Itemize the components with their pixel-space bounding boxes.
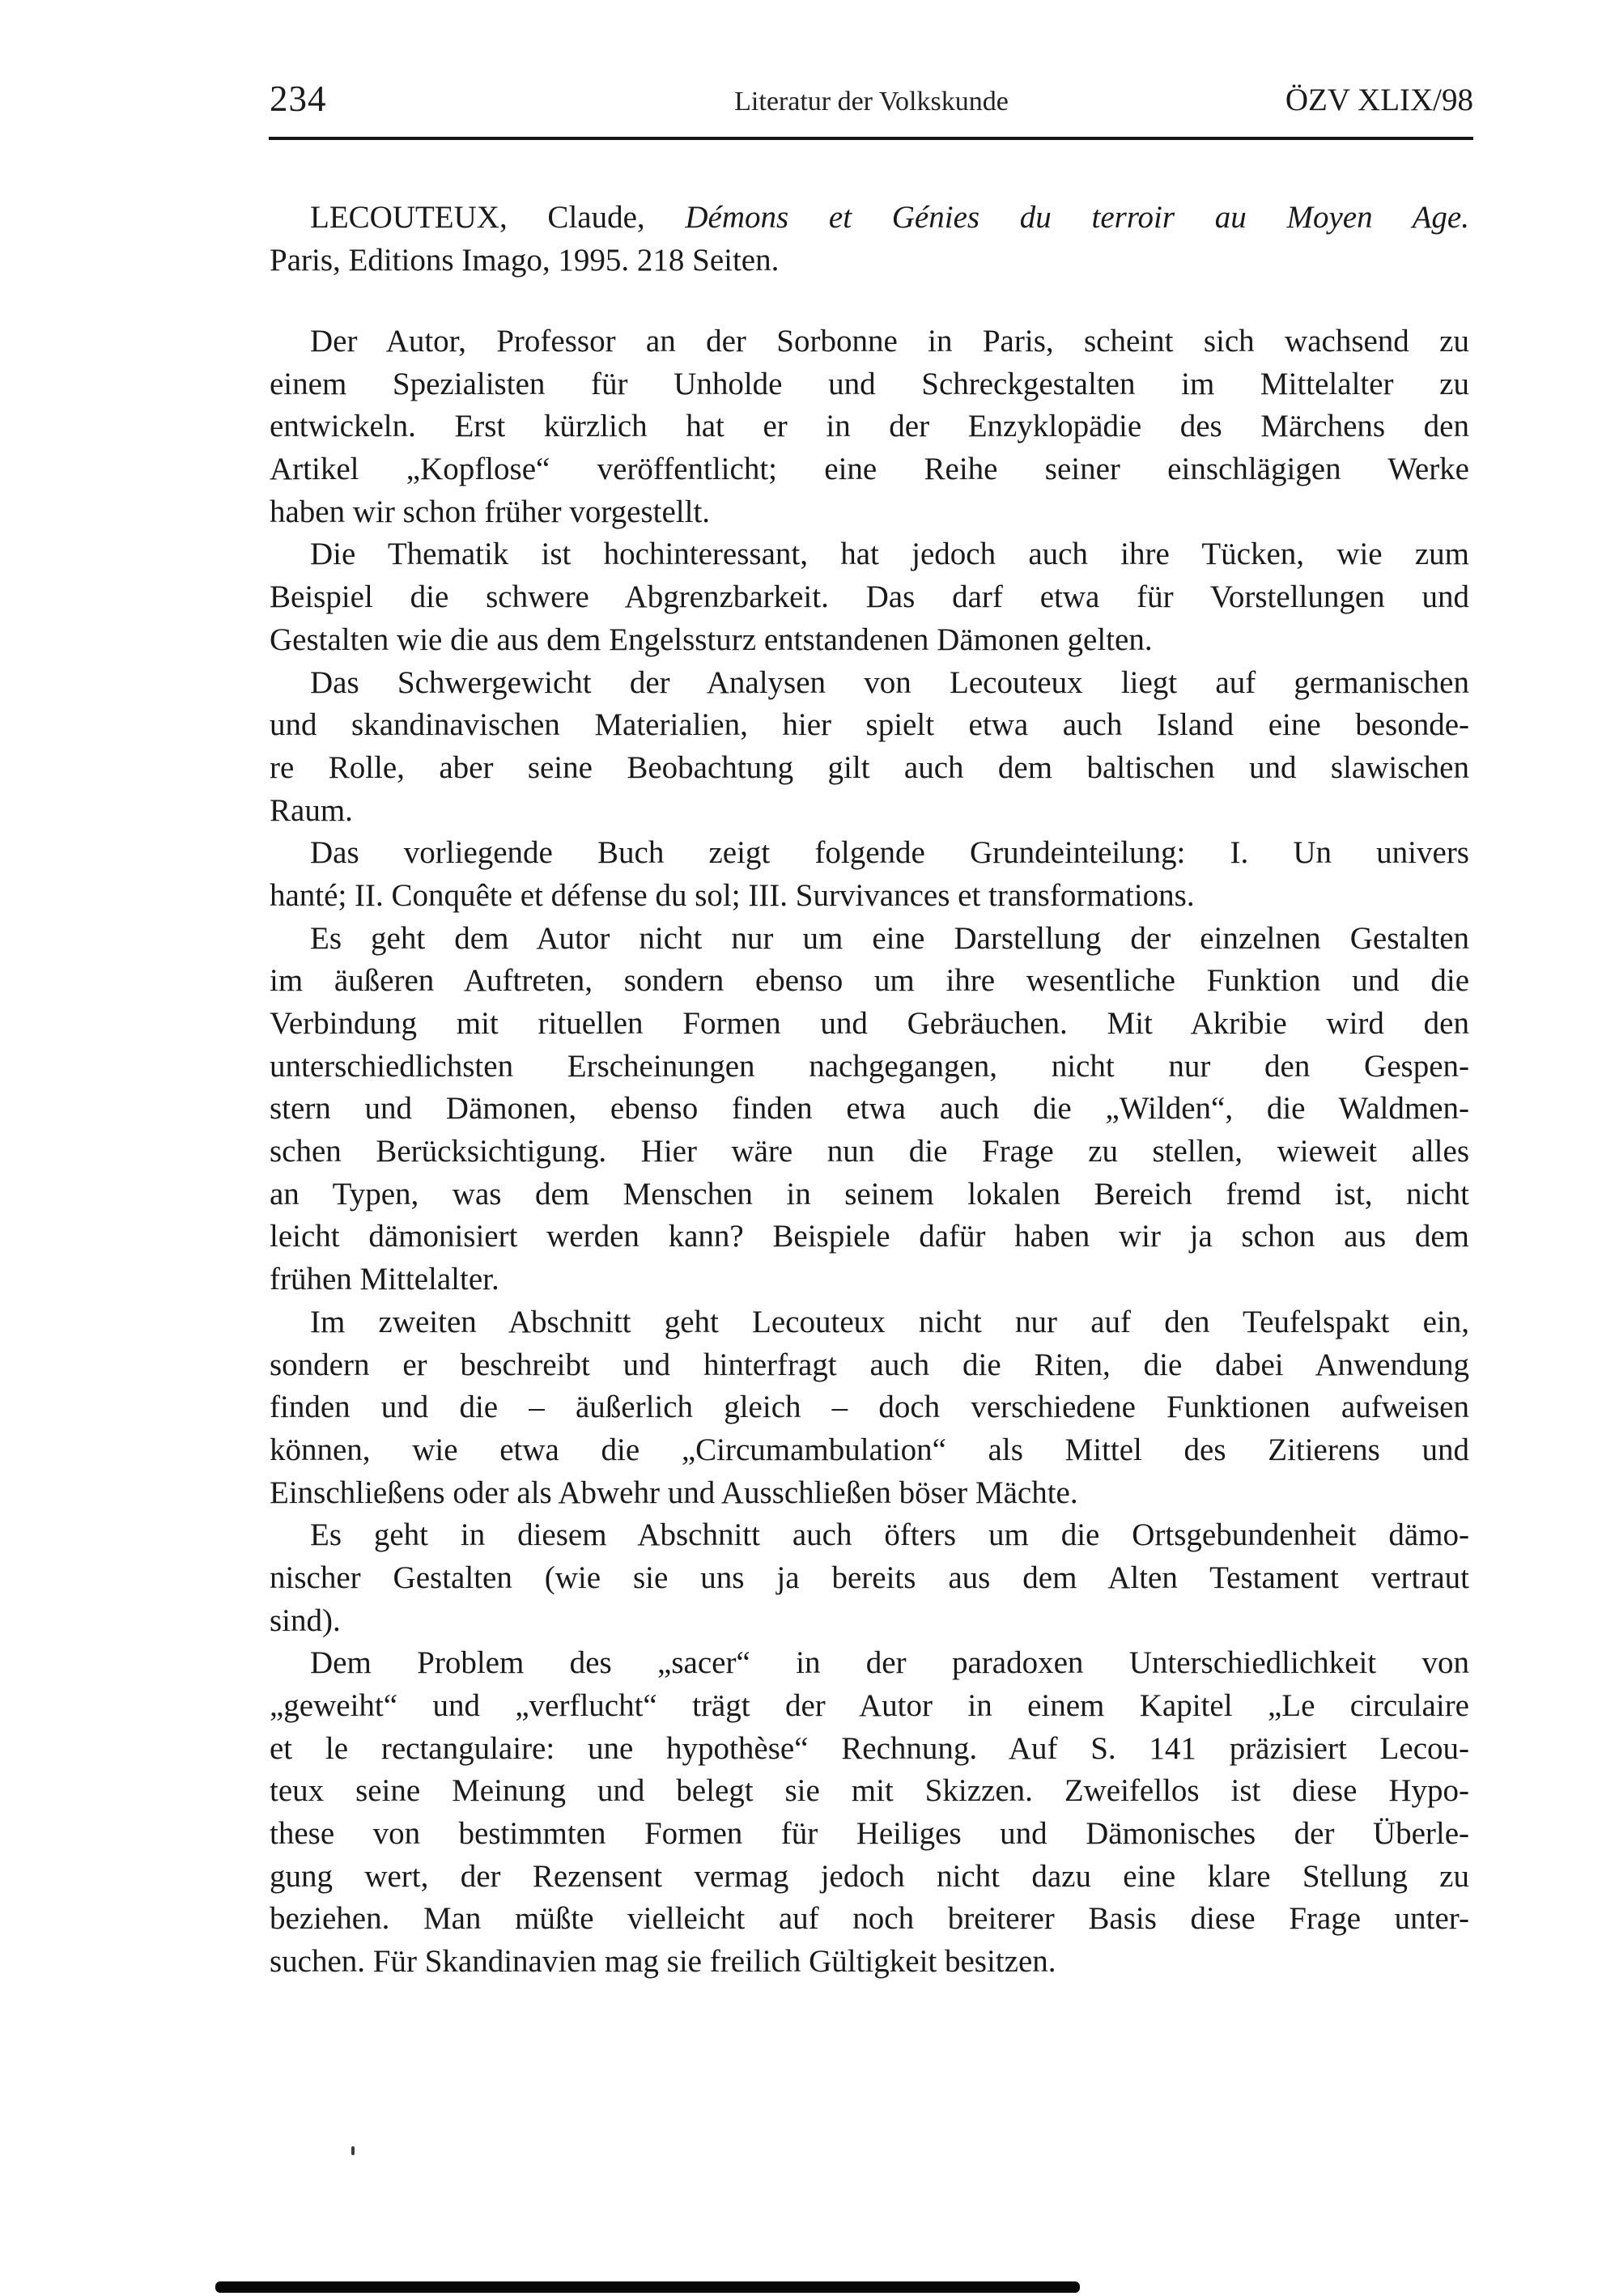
review-paragraph <box>270 918 1469 1301</box>
text-line: schen Berücksichtigung. Hier wäre nun die Frage zu stellen, wieweit alles <box>270 1134 1469 1169</box>
text-line: re Rolle, aber seine Beobachtung gilt auch dem baltischen und slawischen <box>270 749 1469 785</box>
text-line: und skandinavischen Materialien, hier spielt etwa auch Island eine besonde- <box>270 707 1469 743</box>
text-line: hanté; II. Conquête et défense du sol; III. Survivances et transformations. <box>270 877 1195 913</box>
text-line: Es geht in diesem Abschnitt auch öfters um die Ortsgebundenheit dämo- <box>310 1517 1469 1553</box>
text-line: Der Autor, Professor an der Sorbonne in Paris, scheint sich wachsend zu <box>310 324 1469 359</box>
scan-artifact-bar <box>215 2281 1080 2293</box>
review-paragraph <box>270 832 1469 917</box>
text-line: haben wir schon früher vorgestellt. <box>270 494 711 529</box>
header-rule <box>269 137 1473 140</box>
running-title: Literatur der Volkskunde <box>734 87 1009 117</box>
text-line: Raum. <box>270 792 353 828</box>
text-line: Das vorliegende Buch zeigt folgende Grundeinteilung: I. Un univers <box>310 835 1469 871</box>
text-line: sind). <box>270 1602 341 1638</box>
review-paragraph <box>270 1642 1469 1984</box>
citation-imprint: Paris, Editions Imago, 1995. 218 Seiten. <box>270 242 780 278</box>
text-line: an Typen, was dem Menschen in seinem lokalen Bereich fremd ist, nicht <box>270 1176 1469 1212</box>
text-line: Die Thematik ist hochinteressant, hat jedoch auch ihre Tücken, wie zum <box>310 537 1469 572</box>
page-number: 234 <box>270 79 327 119</box>
text-line: Gestalten wie die aus dem Engelssturz entstandenen Dämonen gelten. <box>270 622 1153 657</box>
text-line: unterschiedlichsten Erscheinungen nachgegangen, nicht nur den Gespen- <box>270 1048 1469 1084</box>
text-line: leicht dämonisiert werden kann? Beispiele dafür haben wir ja schon aus dem <box>270 1219 1469 1254</box>
text-line: frühen Mittelalter. <box>270 1262 499 1297</box>
text-line: Es geht dem Autor nicht nur um eine Darstellung der einzelnen Gestalten <box>310 920 1469 956</box>
text-line: Im zweiten Abschnitt geht Lecouteux nicht nur auf den Teufelspakt ein, <box>310 1304 1469 1339</box>
text-line: stern und Dämonen, ebenso finden etwa auch die „Wilden“, die Waldmen- <box>270 1091 1469 1127</box>
review-paragraph <box>270 533 1469 661</box>
text-line: et le rectangulaire: une hypothèse“ Rechnung. Auf S. 141 präzisiert Lecou- <box>270 1730 1469 1766</box>
scan-speck <box>351 2146 355 2155</box>
review-paragraph <box>270 320 1469 533</box>
journal-reference: ÖZV XLIX/98 <box>1285 83 1473 117</box>
citation-work-title: Démons et Génies du terroir au Moyen Age. <box>685 200 1469 235</box>
text-line: beziehen. Man müßte vielleicht auf noch breiterer Basis diese Frage unter- <box>270 1901 1469 1937</box>
text-line: Artikel „Kopflose“ veröffentlicht; eine Reihe seiner einschlägigen Werke <box>270 452 1469 487</box>
review-paragraph <box>270 1301 1469 1514</box>
review-paragraph <box>270 1514 1469 1642</box>
page-header <box>270 81 1473 123</box>
text-line: finden und die – äußerlich gleich – doch verschiedene Funktionen aufweisen <box>270 1390 1469 1425</box>
text-line: suchen. Für Skandinavien mag sie freilich Gültigkeit besitzen. <box>270 1944 1056 1980</box>
text-line: gung wert, der Rezensent vermag jedoch nicht dazu eine klare Stellung zu <box>270 1858 1469 1894</box>
text-line: Einschließens oder als Abwehr und Ausschließen böser Mächte. <box>270 1475 1078 1510</box>
text-line: sondern er beschreibt und hinterfragt auch die Riten, die dabei Anwendung <box>270 1347 1469 1382</box>
citation-author: LECOUTEUX, Claude, <box>310 200 686 235</box>
text-line: these von bestimmten Formen für Heiliges und Dämonisches der Überle- <box>270 1816 1469 1852</box>
text-line: einem Spezialisten für Unholde und Schreckgestalten im Mittelalter zu <box>270 366 1469 401</box>
text-line: nischer Gestalten (wie sie uns ja bereits aus dem Alten Testament vertraut <box>270 1560 1469 1595</box>
text-line: Verbindung mit rituellen Formen und Gebräuchen. Mit Akribie wird den <box>270 1006 1469 1041</box>
text-line: entwickeln. Erst kürzlich hat er in der Enzyklopädie des Märchens den <box>270 409 1469 444</box>
text-line: teux seine Meinung und belegt sie mit Skizzen. Zweifellos ist diese Hypo- <box>270 1773 1469 1809</box>
text-line: können, wie etwa die „Circumambulation“ als Mittel des Zitierens und <box>270 1432 1469 1467</box>
review-body <box>270 320 1469 1984</box>
book-citation <box>270 197 1469 282</box>
text-line: Das Schwergewicht der Analysen von Lecouteux liegt auf germanischen <box>310 664 1469 700</box>
citation-line-1 <box>270 197 1469 240</box>
citation-line-2 <box>270 240 1469 282</box>
text-line: Beispiel die schwere Abgrenzbarkeit. Das darf etwa für Vorstellungen und <box>270 579 1469 615</box>
review-paragraph <box>270 662 1469 833</box>
text-line: „geweiht“ und „verflucht“ trägt der Autor in einem Kapitel „Le circulaire <box>270 1688 1469 1723</box>
text-line: Dem Problem des „sacer“ in der paradoxen Unterschiedlichkeit von <box>310 1645 1469 1681</box>
text-line: im äußeren Auftreten, sondern ebenso um ihre wesentliche Funktion und die <box>270 963 1469 999</box>
